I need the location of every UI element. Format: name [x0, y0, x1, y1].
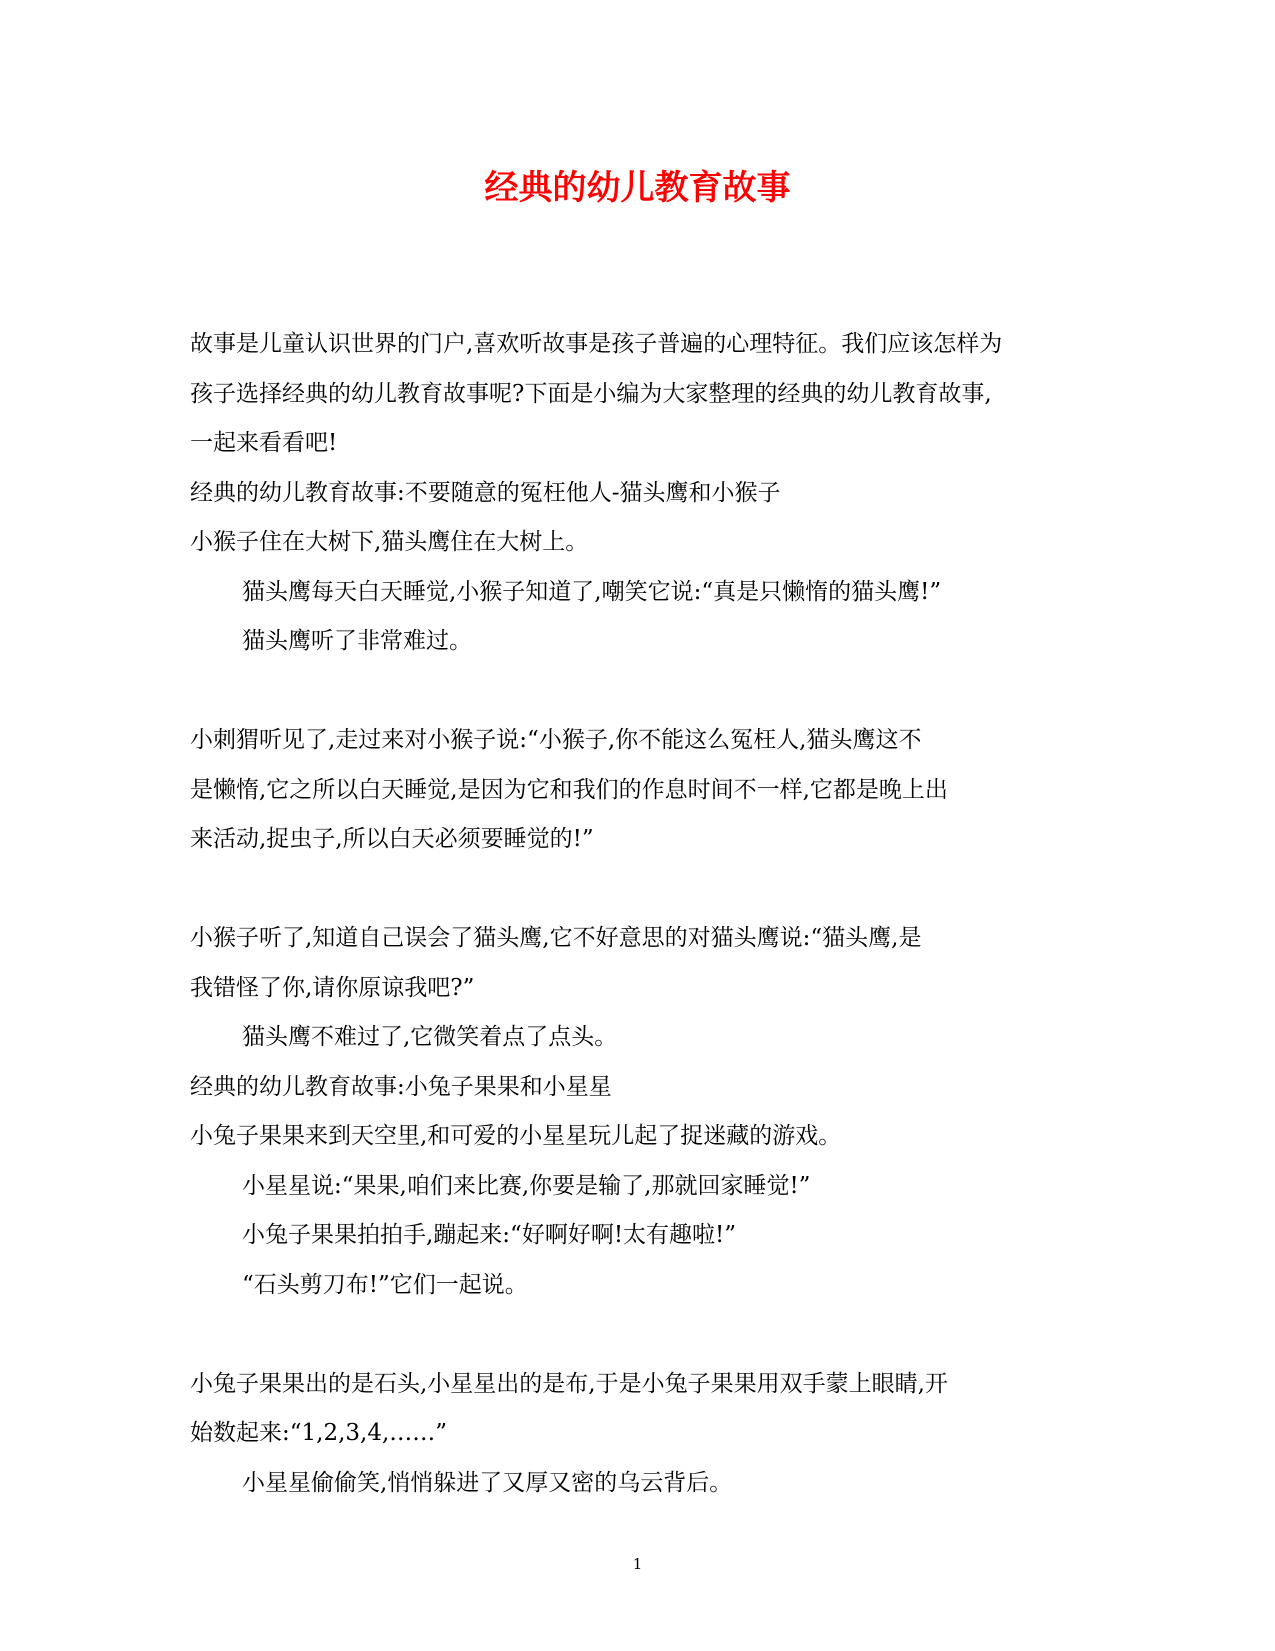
paragraph-spacer — [190, 667, 1090, 717]
body-line: 来活动,捉虫子,所以白天必须要睡觉的!” — [190, 826, 594, 852]
body-line: 我错怪了你,请你原谅我吧?” — [190, 974, 475, 1001]
body-line: 小星星说:“果果,咱们来比赛,你要是输了,那就回家睡觉!” — [242, 1172, 811, 1199]
body-line: 小猴子住在大树下,猫头鹰住在大树上。 — [190, 529, 589, 555]
body-line: 猫头鹰不难过了,它微笑着点了点头。 — [242, 1024, 618, 1050]
body-line: 始数起来:“1,2,3,4,……” — [190, 1420, 448, 1446]
paragraph-spacer — [190, 865, 1090, 915]
body-line: 小兔子果果拍拍手,蹦起来:“好啊好啊!太有趣啦!” — [242, 1222, 737, 1248]
document-title: 经典的幼儿教育故事 — [484, 168, 791, 208]
body-line: 小兔子果果出的是石头,小星星出的是布,于是小兔子果果用双手蒙上眼睛,开 — [190, 1370, 948, 1397]
section-heading: 经典的幼儿教育故事:不要随意的冤枉他人-猫头鹰和小猴子 — [190, 479, 781, 506]
body-line: 猫头鹰每天白天睡觉,小猴子知道了,嘲笑它说:“真是只懒惰的猫头鹰!” — [242, 578, 942, 605]
body-line: 小刺猬听见了,走过来对小猴子说:“小猴子,你不能这么冤枉人,猫头鹰这不 — [190, 727, 922, 753]
body-line: 小兔子果果来到天空里,和可爱的小星星玩儿起了捉迷藏的游戏。 — [190, 1123, 842, 1149]
body-line: 小星星偷偷笑,悄悄躲进了又厚又密的乌云背后。 — [242, 1469, 733, 1496]
section-heading: 经典的幼儿教育故事:小兔子果果和小星星 — [190, 1073, 612, 1100]
page-number: 1 — [632, 1555, 643, 1573]
paragraph-spacer — [190, 1310, 1090, 1360]
body-line: 孩子选择经典的幼儿教育故事呢?下面是小编为大家整理的经典的幼儿教育故事, — [190, 380, 992, 407]
body-line: 小猴子听了,知道自己误会了猫头鹰,它不好意思的对猫头鹰说:“猫头鹰,是 — [190, 925, 922, 951]
body-line: 一起来看看吧! — [190, 430, 338, 456]
body-line: “石头剪刀布!”它们一起说。 — [242, 1271, 528, 1298]
body-line: 故事是儿童认识世界的门户,喜欢听故事是孩子普遍的心理特征。我们应该怎样为 — [190, 331, 1003, 357]
document-body — [190, 320, 1090, 1508]
body-line: 是懒惰,它之所以白天睡觉,是因为它和我们的作息时间不一样,它都是晚上出 — [190, 776, 948, 803]
body-line: 猫头鹰听了非常难过。 — [242, 628, 472, 654]
